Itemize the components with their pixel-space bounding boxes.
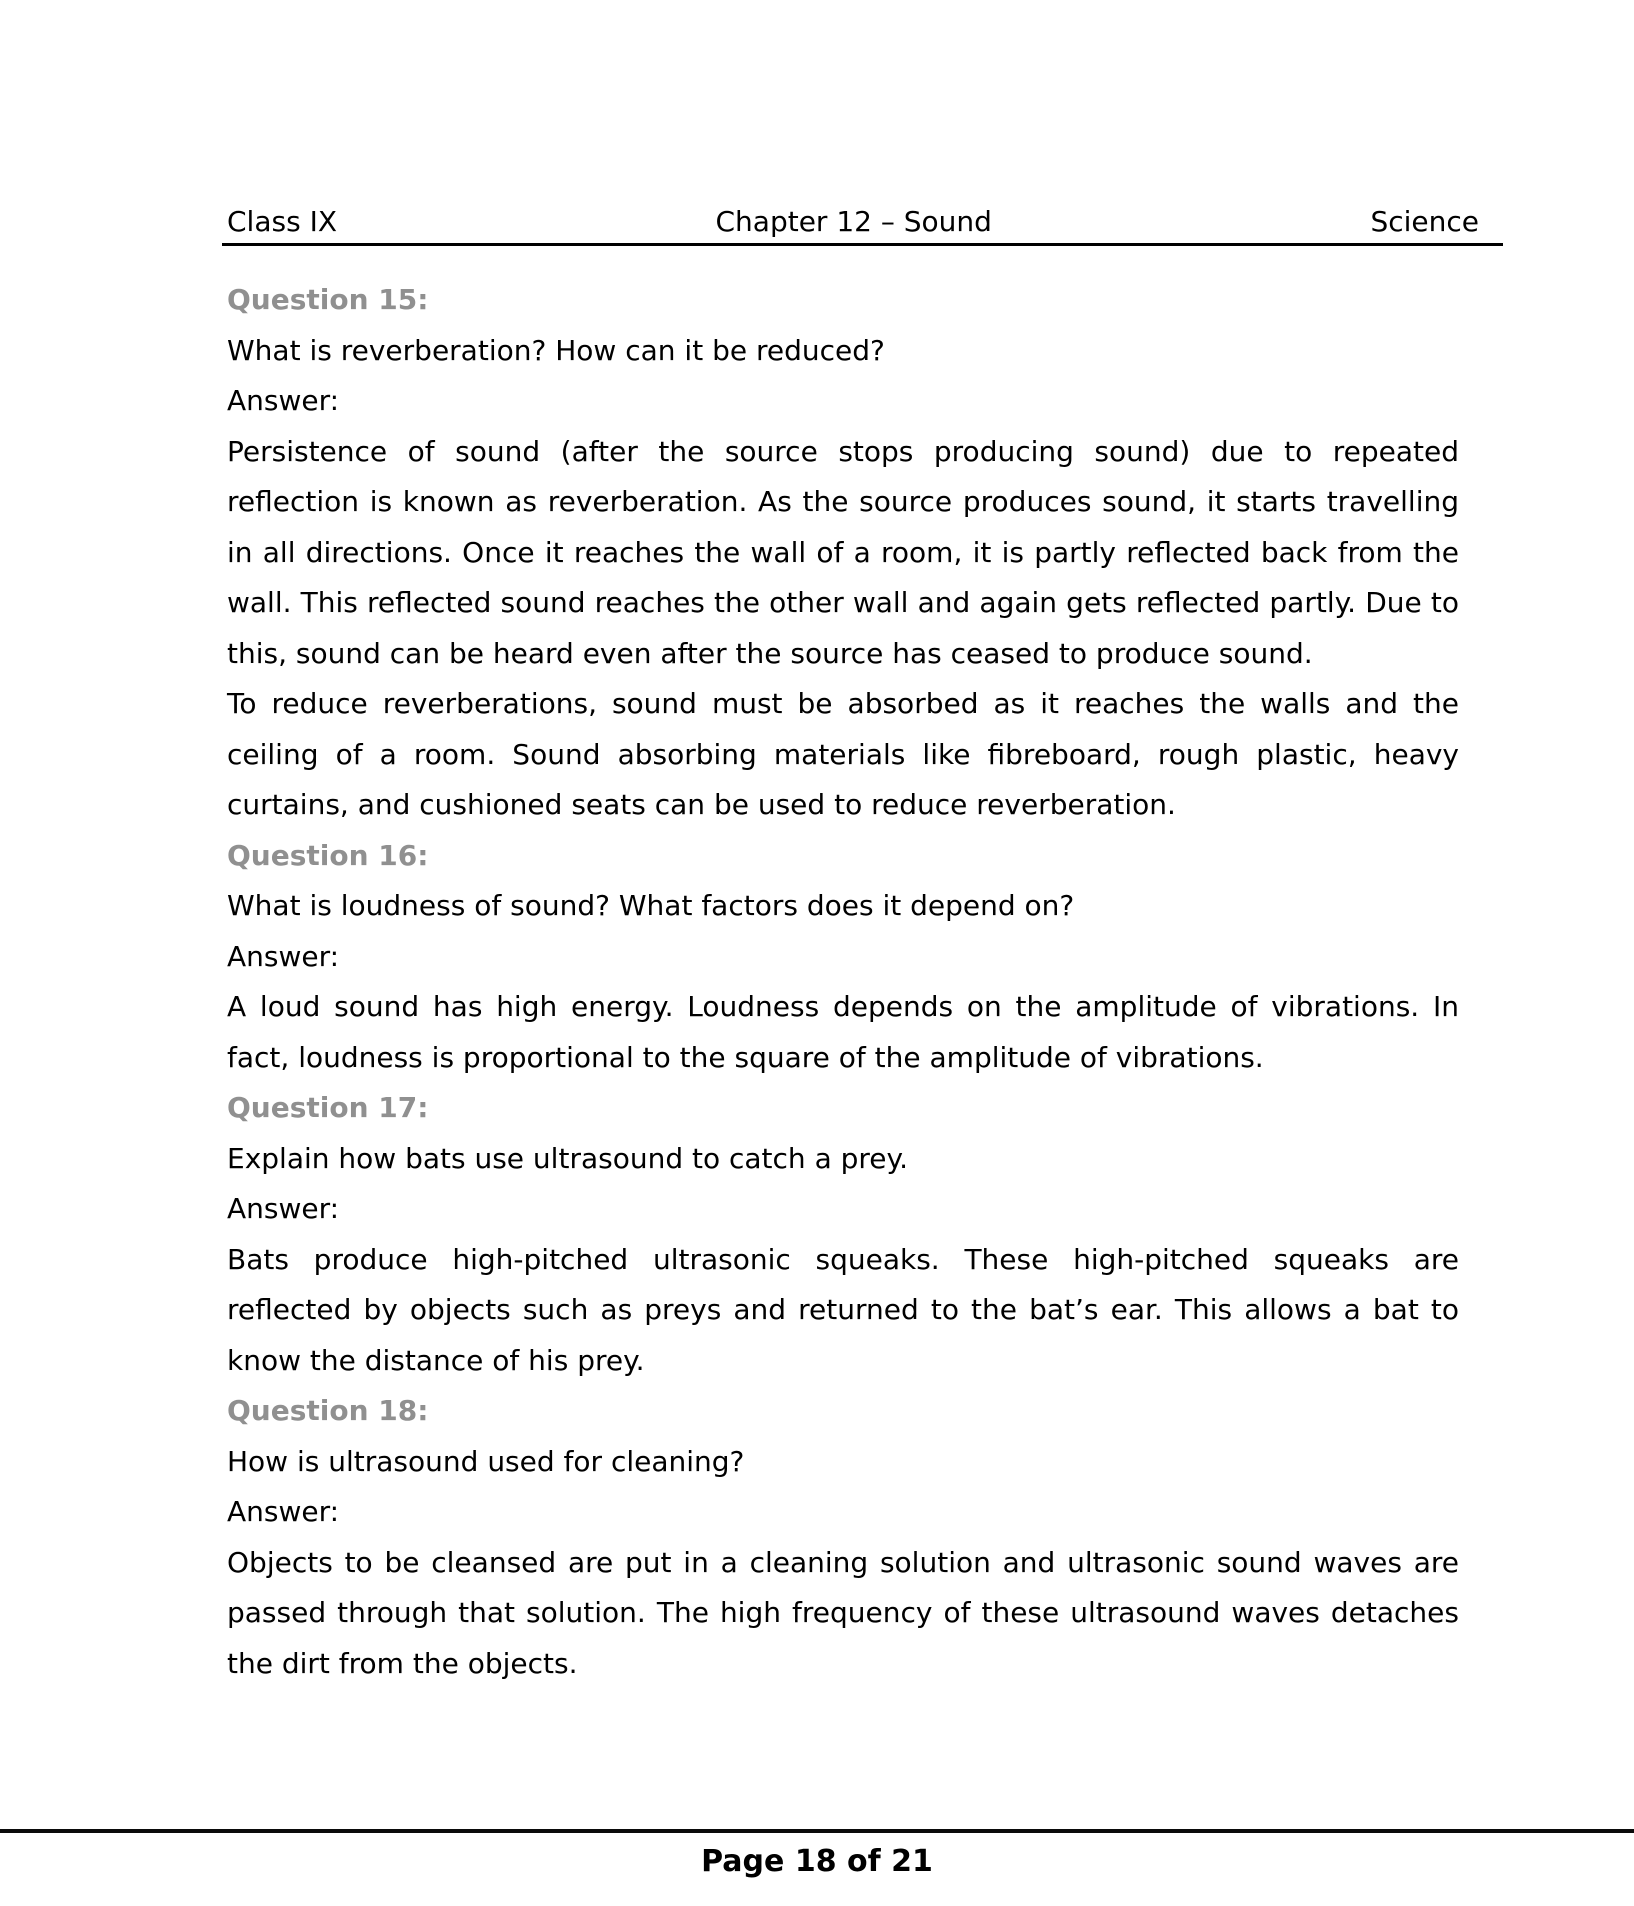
question-label: Question 17: xyxy=(227,1091,429,1124)
question-label: Question 18: xyxy=(227,1394,429,1427)
page-number: Page 18 of 21 xyxy=(701,1844,933,1879)
answer-label: Answer: xyxy=(227,384,340,417)
header-class-label: Class IX xyxy=(227,205,338,238)
page-header xyxy=(222,204,1503,246)
question-text: What is loudness of sound? What factors does it depend on? xyxy=(227,889,1075,922)
qa-block-16 xyxy=(227,831,1459,1084)
header-chapter-title: Chapter 12 – Sound xyxy=(715,205,992,238)
answer-label: Answer: xyxy=(227,1192,340,1225)
question-label: Question 15: xyxy=(227,283,429,316)
answer-paragraph: Persistence of sound (after the source stops producing sound) due to repeated reflection is known as reverberation. As the source produces sound, it starts travelling in all directions. Once it reaches the wall of a room, it is partly reflected back from the wall. This reflected sound reaches the other wall and again gets reflected partly. Due to this, sound can be heard even after the source has ceased to produce sound. xyxy=(227,434,1459,670)
footer-divider xyxy=(0,1829,1634,1833)
answer-paragraph: Bats produce high-pitched ultrasonic squeaks. These high-pitched squeaks are reflected by objects such as preys and returned to the bat’s ear. This allows a bat to know the distance of his prey. xyxy=(227,1242,1459,1377)
question-text: How is ultrasound used for cleaning? xyxy=(227,1444,745,1478)
document-body xyxy=(227,275,1459,1689)
answer-paragraph: To reduce reverberations, sound must be absorbed as it reaches the walls and the ceiling of a room. Sound absorbing materials like fibreboard, rough plastic, heavy curtains, and cushioned seats can be used to reduce reverberation. xyxy=(227,687,1459,821)
header-subject-label: Science xyxy=(1370,205,1479,238)
answer-paragraph: Objects to be cleansed are put in a cleaning solution and ultrasonic sound waves are passed through that solution. The high frequency of these ultrasound waves detaches the dirt from the objects. xyxy=(227,1545,1459,1680)
qa-block-15 xyxy=(227,275,1459,831)
qa-block-17 xyxy=(227,1083,1459,1386)
question-text: Explain how bats use ultrasound to catch a prey. xyxy=(227,1141,909,1175)
qa-block-18 xyxy=(227,1386,1459,1689)
question-text: What is reverberation? How can it be reduced? xyxy=(227,333,885,367)
answer-paragraph: A loud sound has high energy. Loudness depends on the amplitude of vibrations. In fact, loudness is proportional to the square of the amplitude of vibrations. xyxy=(227,990,1459,1074)
answer-label: Answer: xyxy=(227,939,340,973)
question-label: Question 16: xyxy=(227,838,429,872)
answer-label: Answer: xyxy=(227,1495,340,1528)
